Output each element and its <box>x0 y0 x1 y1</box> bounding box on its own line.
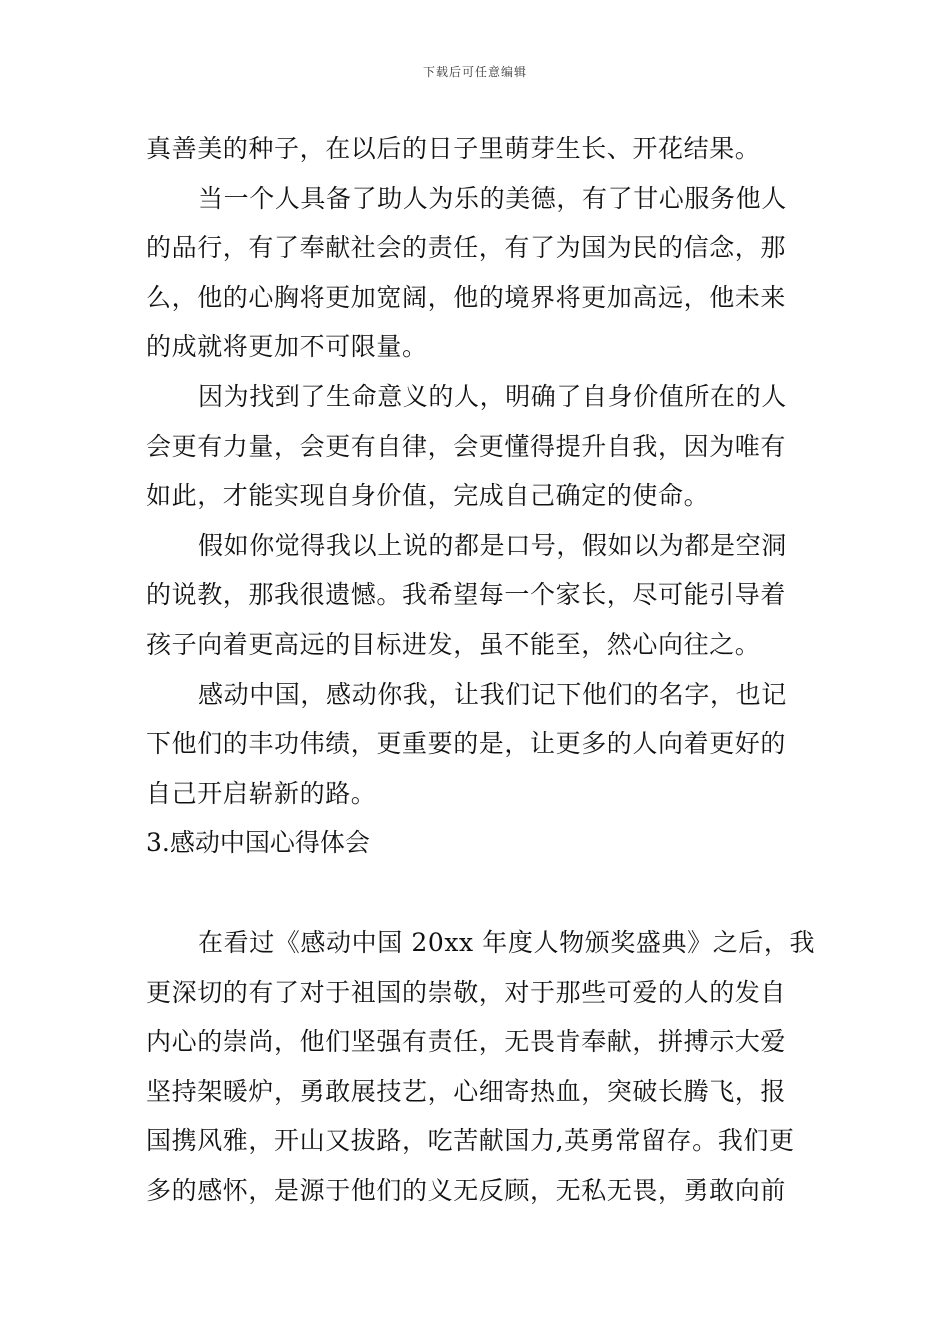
text-line: 内心的崇尚，他们坚强有责任，无畏肯奉献，拼搏示大爱 <box>146 1027 787 1057</box>
text-line: 自己开启崭新的路。 <box>146 778 377 808</box>
text-line: 真善美的种子，在以后的日子里萌芽生长、开花结果。 <box>146 134 761 163</box>
section-heading: 3.感动中国心得体会 <box>146 828 370 858</box>
text-block-2 <box>146 918 816 1216</box>
text-line: 假如你觉得我以上说的都是口号，假如以为都是空洞 <box>198 530 787 560</box>
page-header: 下载后可任意编辑 <box>422 65 527 79</box>
text-line: 会更有力量，会更有自律，会更懂得提升自我，因为唯有 <box>146 431 787 461</box>
text-line: 如此，才能实现自身价值，完成自己确定的使命。 <box>146 481 710 511</box>
document-body <box>146 124 816 1215</box>
text-line: 多的感怀，是源于他们的义无反顾，无私无畏，勇敢向前 <box>146 1175 787 1205</box>
text-line: 下他们的丰功伟绩，更重要的是，让更多的人向着更好的 <box>146 729 787 759</box>
text-line: 因为找到了生命意义的人，明确了自身价值所在的人 <box>198 381 787 411</box>
text-line: 的成就将更加不可限量。 <box>146 332 428 362</box>
text-line: 的品行，有了奉献社会的责任，有了为国为民的信念，那 <box>146 233 787 263</box>
text-line: 在看过《感动中国 20xx 年度人物颁奖盛典》之后，我 <box>198 927 816 957</box>
text-line: 孩子向着更高远的目标进发，虽不能至，然心向往之。 <box>146 629 761 659</box>
text-line: 么，他的心胸将更加宽阔，他的境界将更加高远，他未来 <box>146 282 787 312</box>
text-line: 当一个人具备了助人为乐的美德，有了甘心服务他人 <box>198 183 787 213</box>
text-line: 坚持架暖炉，勇敢展技艺，心细寄热血，突破长腾飞，报 <box>146 1076 787 1106</box>
text-line: 感动中国，感动你我，让我们记下他们的名字，也记 <box>198 679 787 709</box>
text-block-1 <box>146 124 810 818</box>
text-line: 的说教，那我很遗憾。我希望每一个家长，尽可能引导着 <box>146 580 787 610</box>
blank-line <box>146 868 810 918</box>
text-line: 国携风雅，开山又拔路，吃苦献国力,英勇常留存。我们更 <box>146 1126 795 1156</box>
text-line: 更深切的有了对于祖国的崇敬，对于那些可爱的人的发自 <box>146 977 787 1007</box>
